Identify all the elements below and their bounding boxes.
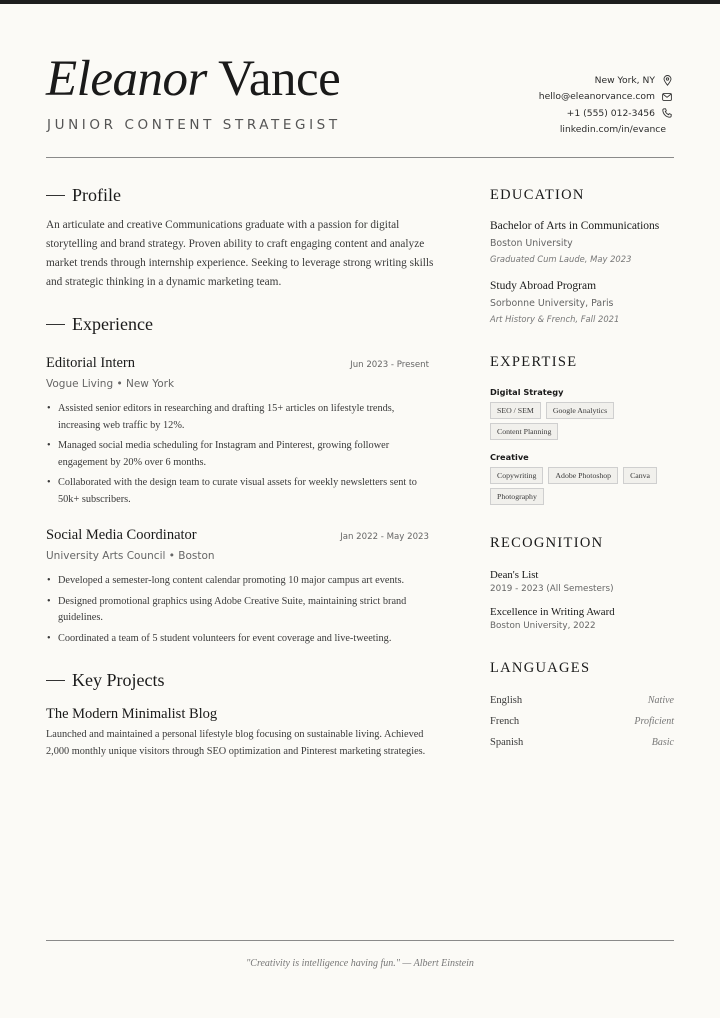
skill-tag: Google Analytics [546,402,614,419]
education-note-2: Art History & French, Fall 2021 [490,314,620,324]
skill-tag: Photography [490,488,544,505]
profile-text: An articulate and creative Communications graduate with a passion for digital storytelling and brand strategy. Proven ability to craft engaging content and analyze market trends through internship experience. Seeking to leverage strong writing skills and strategic thinking in a dynamic marketing team. [46,219,434,288]
award-detail-2: Boston University, 2022 [490,621,596,631]
job-dates-2: Jan 2022 - May 2023 [340,532,429,542]
profile-heading [46,185,121,206]
last-name: Vance [218,51,341,107]
experience-heading-text: Experience [72,314,153,334]
skill-tag: Adobe Photoshop [548,467,618,484]
phone-icon [660,108,674,118]
linkedin-link[interactable]: linkedin.com/in/evance [559,124,666,136]
phone-link[interactable]: +1 (555) 012-3456 [566,107,655,119]
envelope-icon [660,93,674,101]
skill-tags-1 [490,402,680,440]
skill-tag: Content Planning [490,423,558,440]
skill-tag: Canva [623,467,657,484]
education-degree-2: Study Abroad Program [490,280,597,292]
job-dates-1: Jun 2023 - Present [350,360,429,370]
email-link[interactable]: hello@eleanorvance.com [538,91,655,103]
education-degree-1: Bachelor of Arts in Communications [490,220,660,232]
job-bullets-2 [46,573,426,651]
list-item: • Coordinated a team of 5 student volunteers for event coverage and live-tweeting. [46,631,426,648]
job-title-2: Social Media Coordinator [46,527,197,543]
job-title: JUNIOR CONTENT STRATEGIST [47,117,341,133]
top-accent-bar [0,0,720,4]
heading-dash [46,680,65,681]
list-item: • Assisted senior editors in researching and drafting 15+ articles on lifestyle trends, increasing web traffic by 12%. [46,401,426,434]
contact-email[interactable] [539,89,674,106]
contact-location [539,72,674,89]
project-title: The Modern Minimalist Blog [46,706,218,722]
experience-heading [46,314,153,335]
language-row [490,737,674,748]
education-heading: EDUCATION [490,187,585,203]
contact-linkedin[interactable] [539,122,674,139]
language-row [490,695,674,706]
award-detail-1: 2019 - 2023 (All Semesters) [490,584,614,594]
award-title-2: Excellence in Writing Award [490,606,615,618]
project-text: Launched and maintained a personal lifestyle blog focusing on sustainable living. Achieved 2,000 monthly unique visitors through SEO optimization and Pinterest marketing strategies. [46,729,426,757]
contact-phone[interactable] [539,105,674,122]
language-name: French [490,716,520,727]
skill-tag: SEO / SEM [490,402,541,419]
header-divider [46,157,674,158]
list-item: • Designed promotional graphics using Adobe Creative Suite, maintaining strict brand guidelines. [46,594,426,627]
skill-group-1: Digital Strategy [490,387,564,397]
footer-quote: "Creativity is intelligence having fun." — Albert Einstein [246,958,474,969]
language-row [490,716,674,727]
candidate-name [46,48,340,110]
skill-group-2: Creative [490,452,529,462]
profile-heading-text: Profile [72,185,121,205]
list-item: • Collaborated with the design team to curate visual assets for weekly newsletters sent to 50k+ subscribers. [46,475,426,508]
language-level: Basic [651,737,674,748]
language-level: Native [647,695,674,706]
job-org-1: Vogue Living • New York [46,378,175,390]
map-pin-icon [660,75,674,86]
languages-heading: LANGUAGES [490,660,591,676]
award-title-1: Dean's List [490,569,539,581]
first-name: Eleanor [46,51,207,107]
education-note-1: Graduated Cum Laude, May 2023 [490,254,632,264]
expertise-heading: EXPERTISE [490,354,578,370]
job-title-1: Editorial Intern [46,355,135,371]
language-name: English [490,695,523,706]
education-school-2: Sorbonne University, Paris [490,298,614,309]
education-school-1: Boston University [490,238,573,249]
skill-tag: Copywriting [490,467,543,484]
skill-tags-2 [490,467,680,505]
contact-block [539,72,674,138]
projects-heading-text: Key Projects [72,670,165,690]
recognition-heading: RECOGNITION [490,535,604,551]
footer-divider [46,940,674,941]
language-level: Proficient [634,716,674,727]
list-item: • Managed social media scheduling for Instagram and Pinterest, growing follower engagement by 20% over 6 months. [46,438,426,471]
heading-dash [46,195,65,196]
location-text: New York, NY [594,74,655,86]
job-bullets-1 [46,401,426,512]
projects-heading [46,670,164,691]
job-org-2: University Arts Council • Boston [46,550,215,562]
heading-dash [46,324,65,325]
language-name: Spanish [490,737,524,748]
list-item: • Developed a semester-long content calendar promoting 10 major campus art events. [46,573,426,590]
